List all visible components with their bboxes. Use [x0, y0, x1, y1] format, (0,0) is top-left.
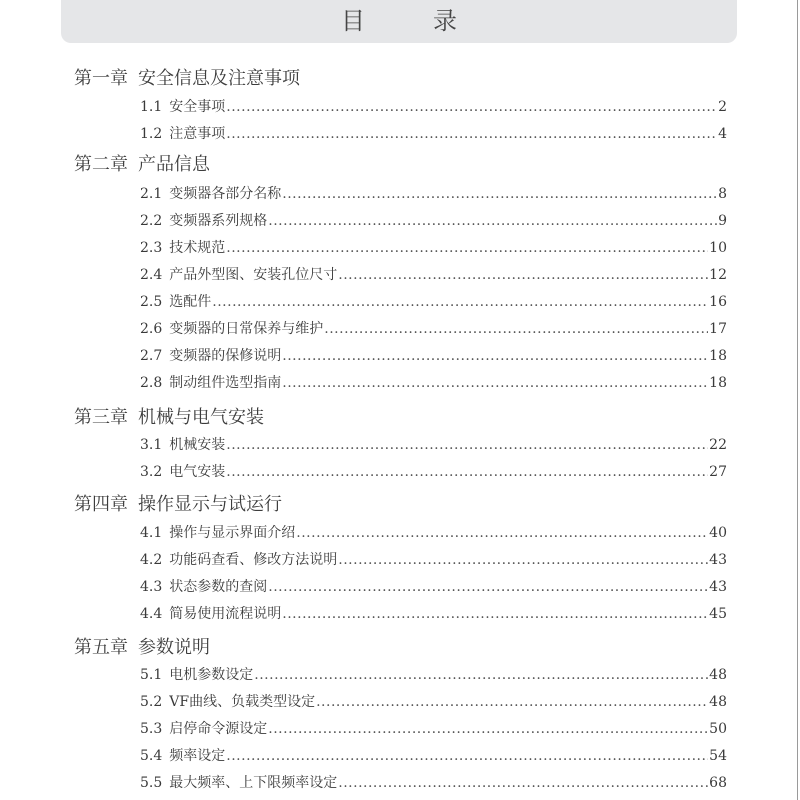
page-number: 40 [709, 525, 727, 541]
chapter-5-heading[interactable] [74, 633, 210, 659]
page-number: 18 [709, 375, 727, 391]
page-number: 9 [718, 213, 727, 229]
section-title: 安全事项 [169, 99, 226, 115]
toc-entry[interactable] [140, 603, 727, 623]
dot-leader [282, 606, 708, 622]
section-title: 注意事项 [169, 126, 226, 142]
page-number: 17 [709, 321, 727, 337]
toc-entry[interactable] [140, 576, 727, 596]
section-title: 功能码查看、修改方法说明 [169, 552, 338, 568]
dot-leader [254, 667, 708, 683]
toc-entry[interactable] [140, 691, 727, 711]
toc-entry[interactable] [140, 318, 727, 338]
dot-leader [282, 375, 708, 391]
section-number: 1.2 [140, 126, 163, 142]
section-number: 5.3 [140, 721, 163, 737]
chapter-3-heading[interactable] [74, 403, 264, 429]
page-number: 48 [709, 667, 727, 683]
dot-leader [338, 775, 708, 791]
page-number: 48 [709, 694, 727, 710]
page-number: 27 [709, 464, 727, 480]
section-title: 简易使用流程说明 [169, 606, 282, 622]
section-title: VF曲线、负载类型设定 [169, 694, 316, 710]
dot-leader [226, 748, 708, 764]
section-number: 4.3 [140, 579, 163, 595]
dot-leader [296, 525, 708, 541]
section-number: 3.2 [140, 464, 163, 480]
dot-leader [268, 579, 708, 595]
toc-entry[interactable] [140, 549, 727, 569]
section-title: 变频器系列规格 [169, 213, 268, 229]
section-number: 2.3 [140, 240, 163, 256]
section-title: 状态参数的查阅 [169, 579, 268, 595]
chapter-1-heading[interactable] [74, 64, 300, 90]
chapter-number: 第三章 [74, 407, 128, 428]
toc-entry[interactable] [140, 123, 727, 143]
toc-entry[interactable] [140, 522, 727, 542]
section-title: 变频器的保修说明 [169, 348, 282, 364]
dot-leader [226, 437, 708, 453]
toc-entry[interactable] [140, 264, 727, 284]
dot-leader [282, 186, 717, 202]
page-number: 50 [709, 721, 727, 737]
dot-leader [282, 348, 708, 364]
section-number: 4.4 [140, 606, 163, 622]
dot-leader [268, 721, 708, 737]
page-number: 18 [709, 348, 727, 364]
dot-leader [212, 294, 708, 310]
chapter-4-heading[interactable] [74, 490, 282, 516]
section-number: 5.1 [140, 667, 163, 683]
dot-leader [316, 694, 708, 710]
toc-entry[interactable] [140, 745, 727, 765]
chapter-2-heading[interactable] [74, 150, 210, 176]
page-number: 22 [709, 437, 727, 453]
section-number: 2.1 [140, 186, 163, 202]
dot-leader [268, 213, 717, 229]
section-title: 操作与显示界面介绍 [169, 525, 296, 541]
chapter-title: 参数说明 [138, 637, 210, 658]
chapter-title: 机械与电气安装 [138, 407, 264, 428]
section-title: 频率设定 [169, 748, 226, 764]
section-number: 2.2 [140, 213, 163, 229]
section-title: 制动组件选型指南 [169, 375, 282, 391]
dot-leader [338, 267, 708, 283]
dot-leader [324, 321, 708, 337]
toc-entry[interactable] [140, 345, 727, 365]
page-number: 12 [709, 267, 727, 283]
page-number: 10 [709, 240, 727, 256]
chapter-number: 第五章 [74, 637, 128, 658]
section-title: 变频器各部分名称 [169, 186, 282, 202]
toc-entry[interactable] [140, 718, 727, 738]
page-title: 目 录 [341, 7, 479, 35]
section-title: 技术规范 [169, 240, 226, 256]
section-title: 选配件 [169, 294, 212, 310]
section-title: 电气安装 [169, 464, 226, 480]
toc-entry[interactable] [140, 461, 727, 481]
section-title: 电机参数设定 [169, 667, 254, 683]
dot-leader [226, 464, 708, 480]
dot-leader [226, 240, 708, 256]
section-number: 2.4 [140, 267, 163, 283]
toc-entry[interactable] [140, 434, 727, 454]
section-number: 5.4 [140, 748, 163, 764]
section-number: 4.1 [140, 525, 163, 541]
toc-entry[interactable] [140, 183, 727, 203]
dot-leader [226, 126, 717, 142]
chapter-title: 操作显示与试运行 [138, 494, 282, 515]
section-number: 5.2 [140, 694, 163, 710]
page-number: 4 [718, 126, 727, 142]
title-bar [61, 0, 737, 43]
section-number: 2.5 [140, 294, 163, 310]
toc-entry[interactable] [140, 772, 727, 792]
toc-entry[interactable] [140, 372, 727, 392]
page-edge-divider [797, 0, 798, 800]
section-title: 最大频率、上下限频率设定 [169, 775, 338, 791]
toc-entry[interactable] [140, 96, 727, 116]
toc-entry[interactable] [140, 210, 727, 230]
toc-entry[interactable] [140, 237, 727, 257]
chapter-number: 第四章 [74, 494, 128, 515]
section-title: 机械安装 [169, 437, 226, 453]
chapter-number: 第二章 [74, 154, 128, 175]
page-number: 8 [718, 186, 727, 202]
dot-leader [226, 99, 717, 115]
section-number: 2.7 [140, 348, 163, 364]
section-number: 5.5 [140, 775, 163, 791]
chapter-number: 第一章 [74, 68, 128, 89]
page-number: 45 [709, 606, 727, 622]
section-title: 启停命令源设定 [169, 721, 268, 737]
toc-entry[interactable] [140, 291, 727, 311]
section-title: 变频器的日常保养与维护 [169, 321, 324, 337]
section-number: 3.1 [140, 437, 163, 453]
section-title: 产品外型图、安装孔位尺寸 [169, 267, 338, 283]
page-number: 43 [709, 552, 727, 568]
page-number: 43 [709, 579, 727, 595]
page-number: 2 [718, 99, 727, 115]
page-number: 54 [709, 748, 727, 764]
toc-entry[interactable] [140, 664, 727, 684]
section-number: 2.8 [140, 375, 163, 391]
chapter-title: 产品信息 [138, 154, 210, 175]
section-number: 2.6 [140, 321, 163, 337]
section-number: 4.2 [140, 552, 163, 568]
dot-leader [338, 552, 708, 568]
chapter-title: 安全信息及注意事项 [138, 68, 300, 89]
page-number: 68 [709, 775, 727, 791]
page-number: 16 [709, 294, 727, 310]
section-number: 1.1 [140, 99, 163, 115]
